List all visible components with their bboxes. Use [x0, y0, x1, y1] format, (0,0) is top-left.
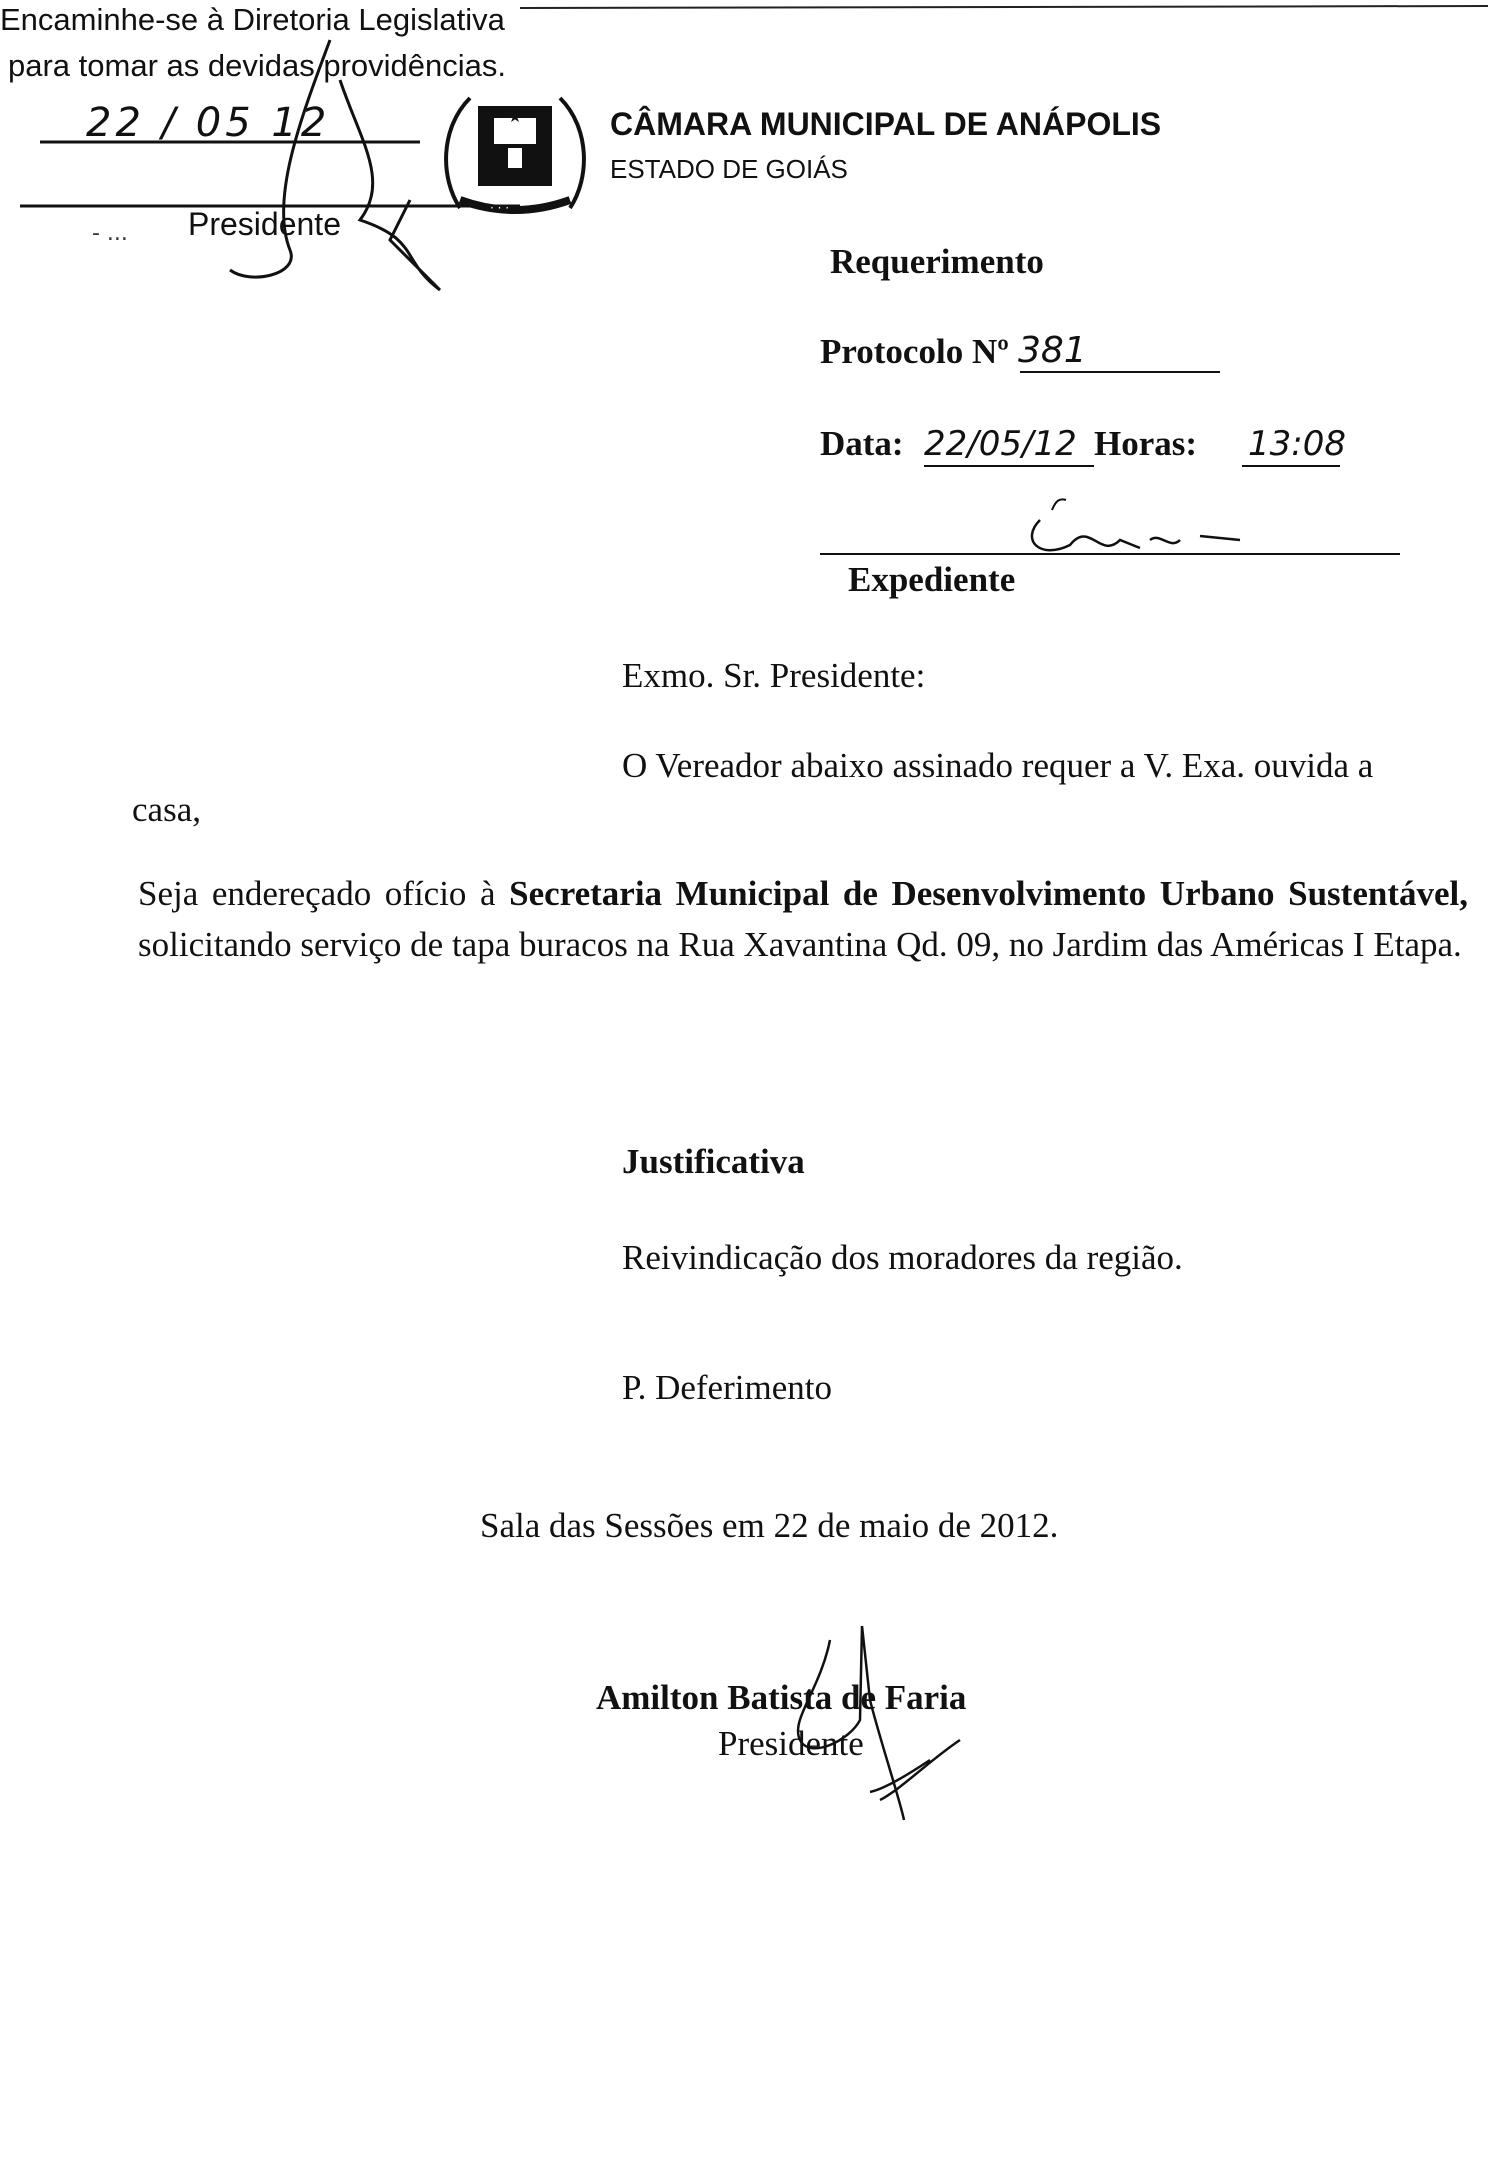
- request-text-end: solicitando serviço de tapa buracos na Rua Xavantina Qd. 09, no Jardim das Américas I Etapa.: [138, 925, 1462, 964]
- protocolo-value: 381: [1018, 330, 1087, 371]
- session-date-line: Sala das Sessões em 22 de maio de 2012.: [480, 1506, 1059, 1545]
- justificativa-text: Reivindicação dos moradores da região.: [622, 1238, 1183, 1277]
- data-label: Data:: [820, 424, 904, 463]
- stamp-instruction-line: para tomar as devidas providências.: [8, 48, 506, 83]
- coat-of-arms-icon: [446, 98, 584, 215]
- signatory-role: Presidente: [718, 1724, 864, 1763]
- deferimento: P. Deferimento: [622, 1368, 832, 1407]
- intro-paragraph: O Vereador abaixo assinado requer a V. Exa. ouvida a: [622, 746, 1374, 785]
- institution-name: CÂMARA MUNICIPAL DE ANÁPOLIS: [610, 106, 1162, 142]
- top-border-line: [520, 6, 1488, 8]
- request-paragraph: [138, 868, 1468, 970]
- expediente-signature-scribble: [1032, 520, 1240, 550]
- justificativa-title: Justificativa: [622, 1142, 805, 1181]
- request-recipient: Secretaria Municipal de Desenvolvimento Urbano Sustentável,: [509, 874, 1469, 913]
- intro-continuation: casa,: [132, 790, 201, 829]
- svg-text:- ...: - ...: [92, 221, 128, 246]
- data-value: 22/05/12: [924, 424, 1077, 464]
- document-title: Requerimento: [830, 242, 1044, 281]
- svg-text:· · ·: · · ·: [490, 201, 510, 215]
- salutation: Exmo. Sr. Presidente:: [622, 656, 926, 695]
- expediente-label: Expediente: [848, 560, 1016, 599]
- stamp-handwritten-date: 22 / 05 12: [86, 100, 331, 146]
- horas-value: 13:08: [1248, 424, 1346, 464]
- protocolo-label: Protocolo Nº: [820, 332, 1009, 371]
- stamp-signature-scribble: [230, 40, 440, 290]
- request-text-start: Seja endereçado ofício à: [138, 874, 510, 913]
- signatory-name: Amilton Batista de Faria: [596, 1678, 967, 1717]
- stamp-signature-label: Presidente: [188, 206, 341, 242]
- state-name: ESTADO DE GOIÁS: [610, 154, 848, 184]
- horas-label: Horas:: [1094, 424, 1198, 463]
- president-signature-scribble: [798, 1626, 960, 1820]
- stamp-forward-line: Encaminhe-se à Diretoria Legislativa: [0, 2, 505, 37]
